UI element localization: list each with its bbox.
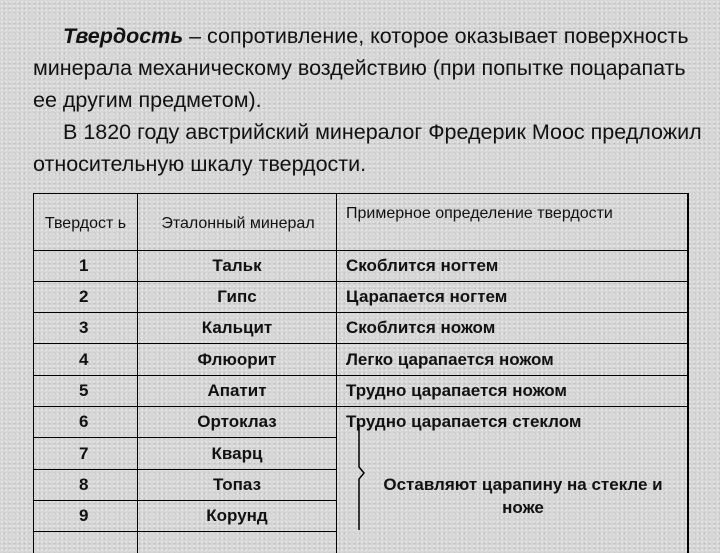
hardness-2: 2	[79, 287, 89, 306]
mineral-5: Апатит	[207, 381, 267, 400]
hardness-5: 5	[79, 381, 89, 400]
hardness-8: 8	[79, 475, 89, 494]
table-border-right	[687, 193, 689, 553]
table-border-top	[33, 193, 689, 194]
mineral-4: Флюорит	[197, 349, 277, 369]
definition-text: – сопротивление, которое оказывает поверхность минерала механическому воздействию (при попытке поцарапать ее другим предметом).	[33, 24, 689, 112]
mineral-1: Тальк	[212, 256, 262, 275]
table-border-left	[33, 193, 34, 553]
merged-definition: Оставляют царапину на стекле и ноже	[383, 475, 663, 517]
hardness-6: 6	[79, 412, 89, 431]
hardness-9: 9	[79, 506, 89, 525]
table-divider-2	[336, 193, 337, 553]
definition-paragraph	[33, 20, 713, 116]
hardness-4: 4	[79, 349, 89, 369]
definition-5: Трудно царапается ножом	[346, 381, 567, 400]
mineral-9: Корунд	[206, 506, 268, 525]
definition-3: Скоблится ножом	[346, 318, 496, 337]
grouping-bracket	[351, 425, 367, 530]
header-definition: Примерное определение твердости	[346, 204, 613, 222]
mineral-6: Ортоклаз	[197, 412, 277, 431]
hardness-1: 1	[79, 256, 89, 275]
hardness-7: 7	[79, 443, 89, 463]
term-hardness: Твердость	[63, 24, 184, 48]
mineral-2: Гипс	[217, 287, 257, 306]
mineral-7: Кварц	[211, 443, 263, 463]
history-paragraph: В 1820 году австрийский минералог Фредерик Моос предложил относительную шкалу твердости.	[33, 120, 702, 176]
hardness-3: 3	[79, 318, 89, 337]
definition-2: Царапается ногтем	[346, 287, 508, 306]
definition-6: Трудно царапается стеклом	[346, 412, 582, 431]
row-line	[33, 531, 337, 532]
definition-4: Легко царапается ножом	[346, 349, 554, 369]
header-hardness: Твердост ь	[44, 214, 127, 232]
mineral-3: Кальцит	[201, 318, 273, 337]
mineral-8: Топаз	[212, 475, 262, 494]
mohs-scale-table	[33, 193, 689, 553]
header-mineral: Эталонный минерал	[161, 214, 315, 232]
definition-1: Скоблится ногтем	[346, 256, 499, 275]
intro-text	[33, 20, 713, 180]
